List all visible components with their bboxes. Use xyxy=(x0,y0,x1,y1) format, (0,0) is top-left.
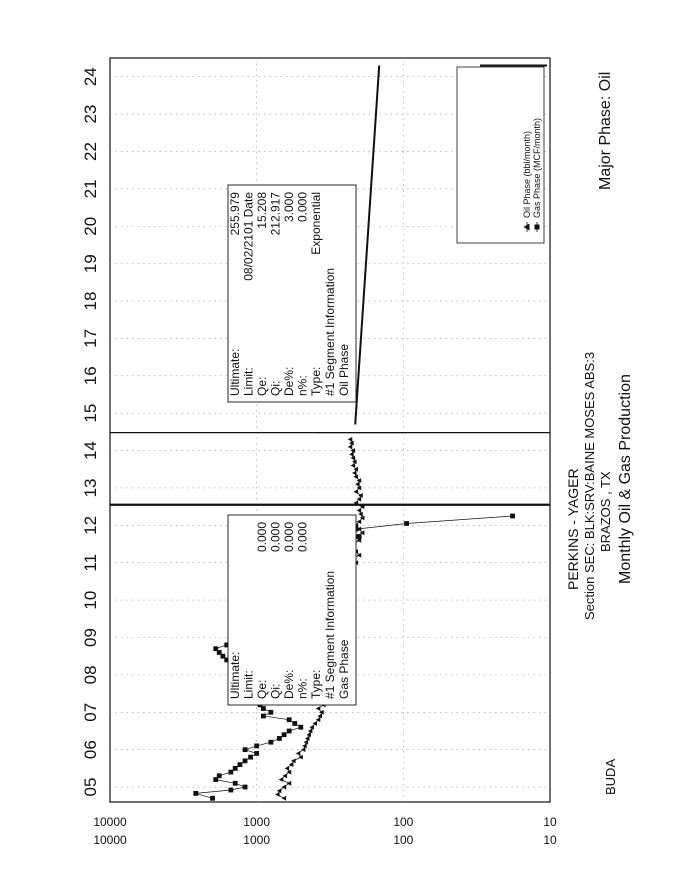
x-tick-label: 14 xyxy=(81,441,100,461)
y-tick-label-dup: 100 xyxy=(393,815,414,829)
oil-point xyxy=(351,463,356,468)
oil-point xyxy=(316,706,321,711)
box-row-value: 0.000 xyxy=(295,192,310,223)
gas-point xyxy=(287,729,292,734)
y-tick-label-dup: 10000 xyxy=(93,815,127,829)
oil-point xyxy=(348,444,353,449)
gas-box-segment: #1 Segment Information xyxy=(323,570,337,699)
y-tick-label: 1000 xyxy=(243,833,271,847)
legend-gas-square-icon xyxy=(535,225,540,230)
gas-point xyxy=(268,710,273,715)
x-tick-label: 12 xyxy=(81,515,100,535)
box-row-value: Exponential xyxy=(309,192,323,255)
oil-point xyxy=(275,792,280,797)
box-row-label: Type: xyxy=(309,366,323,396)
gas-point xyxy=(243,747,248,752)
x-tick-label: 11 xyxy=(81,553,100,572)
x-tick-label: 19 xyxy=(81,254,100,274)
report-section: Section SEC: BLK:SRV:BAINE MOSES ABS:3 xyxy=(582,351,597,620)
legend-oil-label: Oil Phase (bbl/month) xyxy=(522,130,532,218)
oil-point xyxy=(282,796,287,801)
oil-point xyxy=(279,777,284,782)
oil-point xyxy=(312,721,317,726)
oil-box-title: Oil Phase xyxy=(337,343,351,396)
x-tick-label: 24 xyxy=(81,67,100,87)
oil-point xyxy=(298,755,303,760)
gas-point xyxy=(292,721,297,726)
oil-point xyxy=(353,489,358,494)
vertical-markers xyxy=(110,433,550,505)
oil-point xyxy=(358,512,363,517)
legend-gas-label: Gas Phase (MCF/month) xyxy=(532,117,542,218)
gas-point xyxy=(277,736,282,741)
box-row-value: 0.000 xyxy=(282,522,296,553)
box-row-value: 0.000 xyxy=(295,522,310,553)
corner-label: BUDA xyxy=(603,758,618,795)
box-row-label: Ultimate: xyxy=(228,651,242,699)
x-tick-label: 08 xyxy=(81,665,100,685)
gas-point xyxy=(298,725,303,730)
oil-point xyxy=(348,437,353,442)
gas-point xyxy=(213,646,218,651)
box-row-value: 0.000 xyxy=(268,522,283,553)
box-row-value: 3.000 xyxy=(282,192,296,223)
oil-point xyxy=(352,471,357,476)
box-row-label: Qe: xyxy=(255,376,269,396)
gas-point xyxy=(404,521,409,526)
gas-point xyxy=(228,770,233,775)
gas-point xyxy=(233,781,238,786)
x-tick-label: 10 xyxy=(81,590,100,610)
x-tick-label: 20 xyxy=(81,216,100,236)
gas-point xyxy=(510,514,515,519)
x-tick-label: 16 xyxy=(81,366,100,386)
report-title: PERKINS - YAGER xyxy=(565,468,581,590)
x-tick-label: 06 xyxy=(81,740,100,760)
box-row-label: Type: xyxy=(309,669,323,699)
x-tick-labels xyxy=(81,67,100,796)
oil-point xyxy=(357,478,362,483)
box-row-value: 08/02/2101 Date xyxy=(241,192,256,281)
legend xyxy=(457,67,544,243)
gas-box-title: Gas Phase xyxy=(337,639,351,699)
oil-point xyxy=(285,766,290,771)
box-row-value: 0.000 xyxy=(255,522,269,553)
x-tick-label: 17 xyxy=(81,328,100,348)
oil-point xyxy=(357,553,362,558)
oil-point xyxy=(357,519,362,524)
y-tick-labels xyxy=(93,815,557,847)
oil-point xyxy=(349,452,354,457)
box-row-label: Limit: xyxy=(241,367,256,396)
gas-point xyxy=(243,758,248,763)
oil-point xyxy=(355,482,360,487)
box-row-label: n%: xyxy=(295,678,310,699)
y-tick-label: 10000 xyxy=(93,833,127,847)
box-row-value: 212.917 xyxy=(268,192,283,236)
box-row-label: De%: xyxy=(282,366,296,396)
gas-point xyxy=(243,785,248,790)
y-tick-label: 10 xyxy=(543,833,557,847)
oil-point xyxy=(357,497,362,502)
x-tick-label: 22 xyxy=(81,142,100,161)
box-row-value: 15.208 xyxy=(255,192,269,229)
gas-point xyxy=(210,796,215,801)
gas-point xyxy=(268,740,273,745)
oil-point xyxy=(309,725,314,730)
report-subtitle: Monthly Oil & Gas Production xyxy=(617,374,634,584)
y-tick-label-dup: 1000 xyxy=(243,815,271,829)
box-row-label: n%: xyxy=(295,375,310,396)
box-row-label: Limit: xyxy=(241,670,256,699)
report-location: BRAZOS , TX xyxy=(598,471,613,552)
box-row-label: Qe: xyxy=(255,679,269,699)
gas-point xyxy=(217,773,222,778)
gas-point xyxy=(261,714,266,719)
x-tick-label: 13 xyxy=(81,478,100,498)
gas-point xyxy=(238,762,243,767)
series-line-2 xyxy=(355,66,379,425)
x-tick-label: 15 xyxy=(81,403,100,423)
gas-point xyxy=(228,788,233,793)
oil-point xyxy=(357,486,362,491)
x-tick-label: 05 xyxy=(81,777,100,797)
gas-point xyxy=(248,755,253,760)
gas-point xyxy=(254,744,259,749)
box-row-label: Qi: xyxy=(268,683,283,699)
oil-point xyxy=(357,508,362,513)
y-tick-label-dup: 10 xyxy=(543,815,557,829)
oil-box-segment: #1 Segment Information xyxy=(323,267,337,396)
gas-point xyxy=(193,791,198,796)
x-tick-label: 18 xyxy=(81,291,100,311)
x-tick-label: 21 xyxy=(81,179,100,199)
y-tick-label: 100 xyxy=(393,833,414,847)
box-row-label: Ultimate: xyxy=(228,348,242,396)
gas-point xyxy=(254,751,259,756)
gas-point xyxy=(282,732,287,737)
x-tick-label: 23 xyxy=(81,104,100,124)
box-row-label: Qi: xyxy=(268,380,283,396)
oil-segment-box xyxy=(228,185,356,402)
gas-point xyxy=(287,717,292,722)
box-row-label: De%: xyxy=(282,669,296,699)
x-tick-label: 07 xyxy=(81,702,100,722)
gas-point xyxy=(233,766,238,771)
gas-segment-box xyxy=(228,515,356,705)
major-phase-label: Major Phase: Oil xyxy=(597,71,614,190)
box-row-value: 255.979 xyxy=(228,192,242,236)
x-tick-label: 09 xyxy=(81,628,100,647)
oil-point xyxy=(296,751,301,756)
